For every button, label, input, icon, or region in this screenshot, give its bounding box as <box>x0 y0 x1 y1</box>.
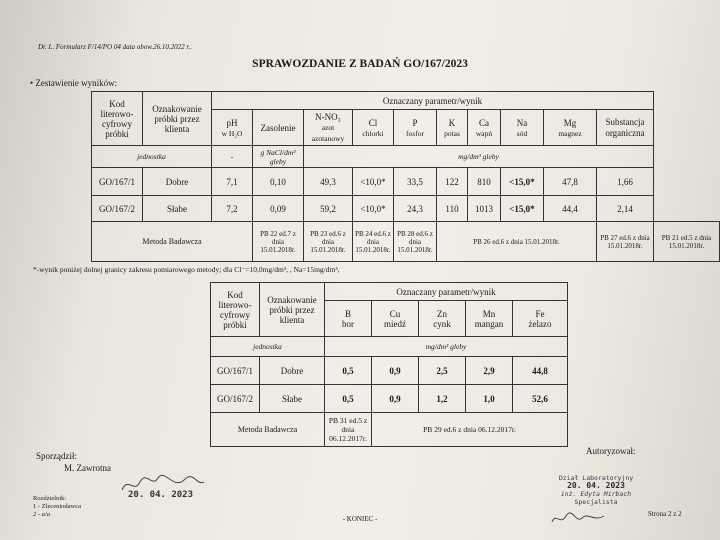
method-cell: PB 28 ed.6 z dnia 15.01.2018r. <box>394 222 437 262</box>
param-mn: Mn mangan <box>466 301 513 337</box>
param-cl: Cl chlorki <box>353 110 394 146</box>
param-k: K potas <box>437 110 468 146</box>
authorizer-signature <box>548 510 608 528</box>
unit-all: mg/dm³ gleby <box>325 337 568 357</box>
stamp-name: inż. Edyta Mirbach <box>560 490 632 498</box>
table-row: GO/167/2 Słabe 0,5 0,9 1,2 1,0 52,6 <box>211 385 568 413</box>
param-zasolenie: Zasolenie <box>253 110 304 146</box>
col-kod: Kod literowo-cyfrowy próbki <box>92 92 143 146</box>
param-b: B bor <box>325 301 372 337</box>
unit-label: jednostka <box>92 146 212 168</box>
col-oznakowanie: Oznakowanie próbki przez klienta <box>143 92 212 146</box>
stamp-role: Specjalista <box>574 498 618 506</box>
param-nno3: N-NO₃ azot azotanowy <box>304 110 353 146</box>
distribution-item: 1 - Zleceniodawca <box>33 503 82 510</box>
method-cell: PB 22 ed.7 z dnia 15.01.2018r. <box>253 222 304 262</box>
param-p: P fosfor <box>394 110 437 146</box>
method-cell: PB 27 ed.6 z dnia 15.01.2018r. <box>597 222 654 262</box>
param-header: Oznaczany parametr/wynik <box>325 283 568 301</box>
authorized-label: Autoryzował: <box>586 446 636 456</box>
method-cell: PB 29 ed.6 z dnia 06.12.2017r. <box>372 413 568 447</box>
unit-label: jednostka <box>211 337 325 357</box>
unit-rest: mg/dm³ gleby <box>304 146 654 168</box>
method-label: Metoda Badawcza <box>211 413 325 447</box>
param-fe: Fe żelazo <box>513 301 568 337</box>
method-row <box>211 413 568 447</box>
param-ph: pH w H₂O <box>212 110 253 146</box>
unit-row <box>211 337 568 357</box>
col-oznakowanie: Oznakowanie próbki przez klienta <box>260 283 325 337</box>
summary-label: • Zestawienie wyników: <box>30 78 118 88</box>
param-mg: Mg magnez <box>544 110 597 146</box>
param-zn: Zn cynk <box>419 301 466 337</box>
table-row: GO/167/2 Słabe 7,2 0,09 59,2 <10,0* 24,3 110 1013 <15,0* 44,4 2,14 <box>92 196 720 222</box>
method-cell: PB 23 ed.6 z dnia 15.01.2018r. <box>304 222 353 262</box>
param-header: Oznaczany parametr/wynik <box>212 92 654 110</box>
param-substancja: Substancja organiczna <box>597 110 654 146</box>
results-table-1 <box>91 91 720 262</box>
form-header-note: Dr. L. Formularz F/14/PO 04 data obow.26.10.2022 r.. <box>38 43 192 51</box>
method-cell: PB 26 ed.6 z dnia 15.01.2018r. <box>437 222 597 262</box>
param-na: Na sód <box>501 110 544 146</box>
summary-text: Zestawienie wyników: <box>35 78 118 88</box>
unit-ph: - <box>212 146 253 168</box>
prepared-by-label: Sporządził: <box>36 451 77 461</box>
distribution-label: Rozdzielnik: <box>33 495 67 502</box>
results-table-2 <box>210 282 568 447</box>
col-kod: Kod literowo-cyfrowy próbki <box>211 283 260 337</box>
end-marker: - KONIEC - <box>342 515 378 523</box>
stamp-department: Dział Laboratoryjny <box>558 474 634 482</box>
method-cell: PB 21 ed.5 z dnia 15.01.2018r. <box>654 222 720 262</box>
footnote: *-wynik poniżej dolnej granicy zakresu pomiarowego metody; dla Cl⁻=10,0mg/dm³, , Na=15mg/dm³, <box>33 265 340 274</box>
unit-zasolenie: g NaCl/dm³ gleby <box>253 146 304 168</box>
stamp-date: 20. 04. 2023 <box>567 481 625 490</box>
param-ca: Ca wapń <box>468 110 501 146</box>
distribution-item: 2 - a/a <box>33 511 50 518</box>
method-cell: PB 24 ed.6 z dnia 15.01.2018r. <box>353 222 394 262</box>
prepared-date-stamp: 20. 04. 2023 <box>128 490 194 500</box>
prepared-by-name: M. Zawrotna <box>64 463 111 473</box>
param-cu: Cu miedź <box>372 301 419 337</box>
unit-row <box>92 146 720 168</box>
authorization-stamp <box>536 474 656 506</box>
report-title: SPRAWOZDANIE Z BADAŃ GO/167/2023 <box>252 58 468 70</box>
page-number: Strona 2 z 2 <box>648 510 682 518</box>
method-label: Metoda Badawcza <box>92 222 253 262</box>
method-cell: PB 31 ed.5 z dnia 06.12.2017r. <box>325 413 372 447</box>
method-row <box>92 222 720 262</box>
table-row: GO/167/1 Dobre 7,1 0,10 49,3 <10,0* 33,5 122 810 <15,0* 47,8 1,66 <box>92 168 720 196</box>
table-row: GO/167/1 Dobre 0,5 0,9 2,5 2,9 44,8 <box>211 357 568 385</box>
